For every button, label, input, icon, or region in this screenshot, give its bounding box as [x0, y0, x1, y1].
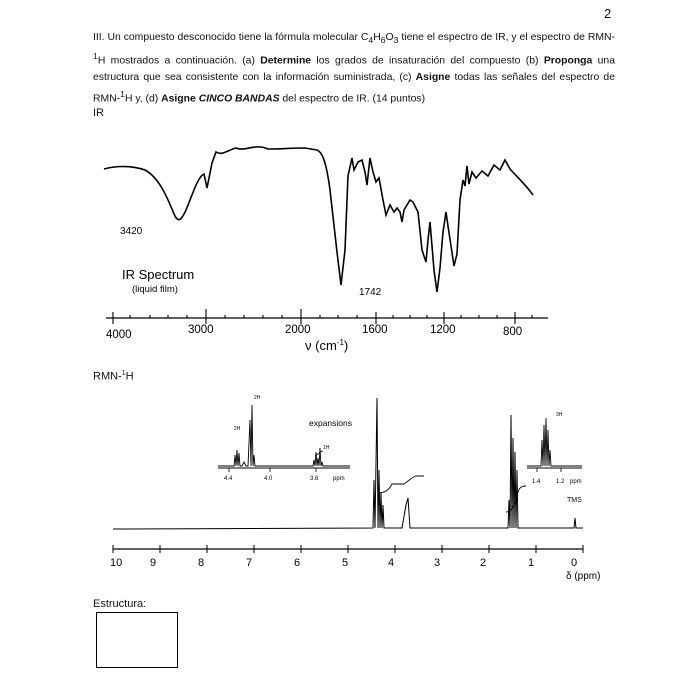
asigne-keyword: Asigne — [415, 71, 451, 83]
nmr-int-3h: 3H — [556, 412, 563, 418]
nmr-inset-right-trace — [527, 418, 582, 466]
nmr-axis-label: δ (ppm) — [566, 571, 601, 582]
proponga-keyword: Proponga — [543, 55, 593, 67]
nmr-tick-0: 0 — [571, 557, 578, 569]
ir-peak-3420: 3420 — [120, 226, 143, 237]
ir-subtitle: (liquid film) — [132, 284, 178, 295]
nmr-inset-right-tick-1.4: 1.4 — [532, 479, 541, 485]
nmr-inset-left-tick-ppm: ppm — [333, 476, 345, 482]
asigne-keyword-2: Asigne — [161, 93, 196, 105]
ir-xlabel: ν $(cm^{-1})$ — [305, 338, 349, 353]
rmn-section-label: RMN-$^1$H — [93, 370, 134, 383]
nmr-inset-left-tick-3.6: 3.6 — [310, 476, 319, 482]
nmr-tick-5: 5 — [342, 557, 349, 569]
ir-tick-2000: 2000 — [285, 324, 311, 336]
nmr-int-1h: 1H — [323, 445, 330, 451]
nmr-inset-left — [218, 395, 352, 482]
nmr-tick-7: 7 — [246, 557, 253, 569]
nmr-int-2h-b: 2H — [254, 395, 261, 401]
nmr-integral-4-2 — [378, 484, 404, 493]
determine-keyword: Determine — [260, 55, 312, 67]
ir-tick-3000: 3000 — [188, 324, 214, 336]
nmr-inset-right-tick-1.2: 1.2 — [556, 479, 565, 485]
nmr-inset-left-trace — [218, 405, 353, 466]
ir-section-label: IR — [93, 107, 104, 119]
structure-answer-box[interactable] — [96, 612, 178, 668]
question-text: III. Un compuesto desconocido tiene la fórmula molecular $C_4H_6O_3$ tiene el espectro de IR, y el espectro de RMN-$^1$H mostrados a continuación. (a) Determine los grados de insaturación del compuesto (b) Proponga una estructura que sea consistente con la información suministrada, (c) Asigne todas las señales del espectro de RMN-$^1$H y, (d) Asigne CINCO BANDAS del espectro de IR. (14 puntos) — [93, 32, 615, 105]
nmr-inset-left-tick-4.0: 4.0 — [264, 476, 273, 482]
nmr-inset-right — [527, 412, 582, 504]
nmr-inset-left-tick-4.4: 4.4 — [224, 476, 233, 482]
cinco-bandas-keyword: CINCO BANDAS — [198, 93, 280, 105]
nmr-tick-4: 4 — [388, 557, 395, 569]
nmr-tick-3: 3 — [434, 557, 441, 569]
nmr-axis — [110, 545, 600, 582]
structure-label: Estructura: — [93, 598, 147, 610]
nmr-tick-9: 9 — [150, 557, 157, 569]
nmr-tick-2: 2 — [480, 557, 487, 569]
ir-title: IR Spectrum — [122, 267, 195, 282]
nmr-tick-1: 1 — [528, 557, 535, 569]
nmr-tick-6: 6 — [294, 557, 301, 569]
nmr-expansions-label: expansions — [309, 418, 353, 428]
nmr-inset-right-tick-ppm: ppm — [570, 479, 582, 485]
nmr-tick-10: 10 — [110, 557, 123, 569]
page-number: 2 — [604, 6, 612, 21]
nmr-tick-8: 8 — [198, 557, 205, 569]
ir-tick-1600: 1600 — [362, 324, 388, 336]
nmr-int-2h-a: 2H — [234, 426, 241, 432]
ir-tick-4000: 4000 — [106, 329, 132, 341]
ir-tick-800: 800 — [503, 326, 523, 338]
nmr-tms-label: TMS — [567, 497, 582, 504]
ir-peak-1742: 1742 — [359, 287, 382, 298]
nmr-integral-3-7 — [404, 476, 424, 484]
ir-tick-1200: 1200 — [430, 324, 456, 336]
